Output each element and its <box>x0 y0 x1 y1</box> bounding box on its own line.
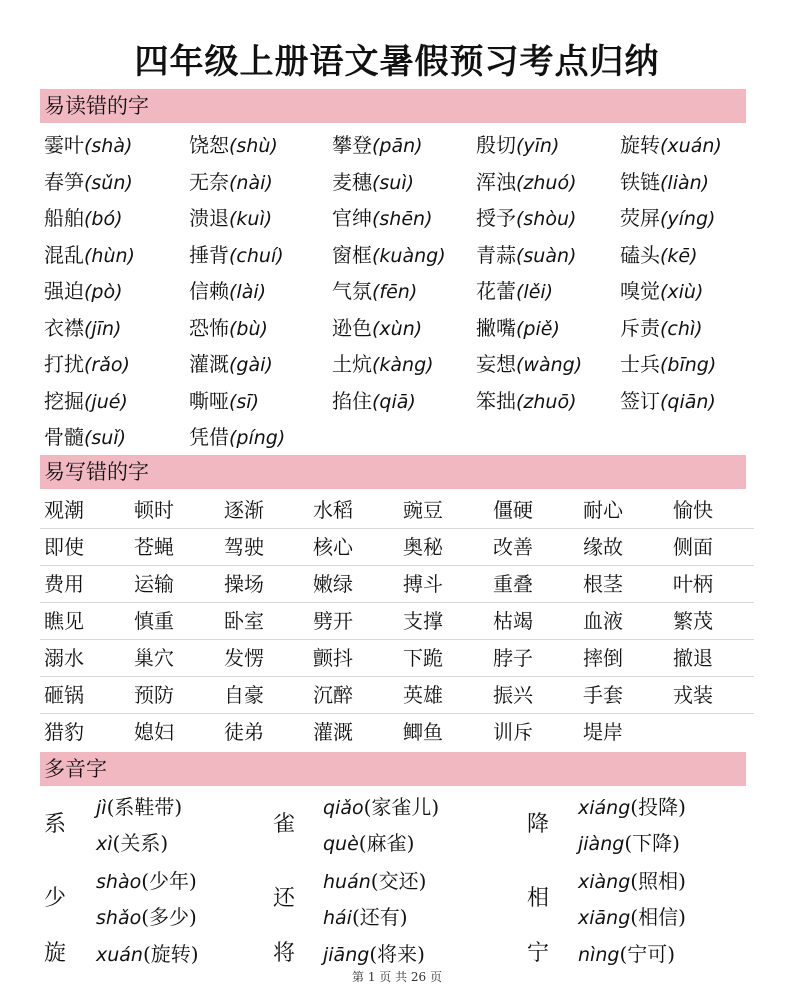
pinyin: jì <box>96 797 107 819</box>
write-word: 徒弟 <box>224 720 264 744</box>
write-word: 下跪 <box>403 646 443 670</box>
word: 殷切 <box>476 133 516 157</box>
pinyin: (zhuō) <box>516 390 577 413</box>
polyphonic-reading <box>323 900 408 934</box>
word: 嗅觉 <box>620 279 660 303</box>
polyphonic-char: 还 <box>273 886 296 911</box>
polyphonic-char: 雀 <box>273 812 296 837</box>
polyphonic-reading <box>578 826 680 860</box>
write-word: 媳妇 <box>134 720 174 744</box>
pinyin: (suì) <box>372 171 415 194</box>
pinyin: (qiā) <box>372 390 416 413</box>
write-word: 观潮 <box>44 498 84 522</box>
read-word-item <box>620 347 716 381</box>
read-word-item <box>44 274 123 308</box>
row-divider <box>40 713 754 714</box>
row-divider <box>40 528 754 529</box>
read-word-item <box>189 384 259 418</box>
example-word: (将来) <box>369 942 425 966</box>
read-word-item <box>44 201 123 235</box>
word: 撇嘴 <box>476 315 516 340</box>
pinyin: hái <box>323 907 352 929</box>
pinyin: (yīn) <box>516 135 560 157</box>
write-word: 砸锅 <box>44 683 84 707</box>
pinyin: (sī) <box>229 390 260 413</box>
write-word: 摔倒 <box>583 646 623 670</box>
word: 打扰 <box>44 352 84 376</box>
polyphonic-reading <box>323 826 414 860</box>
pinyin: (kàng) <box>372 354 434 376</box>
write-word: 戎装 <box>673 683 713 707</box>
polyphonic-reading <box>96 900 197 934</box>
example-word: (关系) <box>112 831 169 855</box>
pinyin: xiàng <box>578 871 631 893</box>
pinyin: (suàn) <box>516 244 577 267</box>
read-word-item <box>476 238 576 272</box>
write-word: 自豪 <box>224 683 264 707</box>
read-word-item <box>476 201 576 235</box>
write-word: 核心 <box>313 535 353 559</box>
read-word-item <box>332 238 446 272</box>
pinyin: (píng) <box>229 427 286 449</box>
example-word: (宁可) <box>619 942 676 966</box>
read-word-item <box>332 311 422 345</box>
write-word: 叶柄 <box>673 572 713 596</box>
write-word: 卧室 <box>224 609 264 633</box>
read-word-item <box>332 128 423 162</box>
pinyin: (wàng) <box>516 354 583 376</box>
word: 花蕾 <box>476 279 516 303</box>
write-word: 改善 <box>493 535 533 559</box>
word: 土炕 <box>332 352 372 376</box>
polyphonic-reading <box>96 826 168 860</box>
word: 春笋 <box>44 169 84 194</box>
word: 霎叶 <box>44 133 84 157</box>
polyphonic-char: 系 <box>44 812 67 837</box>
pinyin: (kē) <box>660 244 698 267</box>
pinyin: (shòu) <box>516 208 577 230</box>
polyphonic-reading <box>323 790 439 824</box>
polyphonic-reading <box>323 864 426 898</box>
polyphonic-char: 相 <box>527 886 550 911</box>
pinyin: (shà) <box>84 135 133 157</box>
word: 授予 <box>476 206 516 230</box>
pinyin: (bù) <box>229 317 268 340</box>
write-word: 训斥 <box>493 720 533 744</box>
write-word: 缘故 <box>583 535 623 559</box>
write-word: 慎重 <box>134 609 174 633</box>
write-word: 嫩绿 <box>313 572 353 596</box>
pinyin: (qiān) <box>660 390 716 413</box>
write-word: 僵硬 <box>493 498 533 522</box>
pinyin: (pān) <box>372 135 423 157</box>
pinyin: (zhuó) <box>516 171 577 194</box>
pinyin: xiáng <box>578 797 631 819</box>
read-word-item <box>189 274 266 308</box>
word: 无奈 <box>189 169 229 194</box>
read-word-item <box>620 384 716 418</box>
write-word: 即使 <box>44 535 84 559</box>
write-word: 愉快 <box>673 498 713 522</box>
polyphonic-char: 将 <box>273 941 296 966</box>
pinyin: (lài) <box>229 281 267 303</box>
read-word-item <box>332 201 433 235</box>
example-word: (投降) <box>630 795 686 819</box>
write-word: 劈开 <box>313 609 353 633</box>
example-word: (相信) <box>630 905 686 929</box>
read-word-item <box>620 274 703 308</box>
write-word: 苍蝇 <box>134 535 174 559</box>
pinyin: (liàn) <box>660 171 710 194</box>
read-word-item <box>44 238 135 272</box>
polyphonic-reading <box>96 937 199 971</box>
write-word: 灌溉 <box>313 720 353 744</box>
read-word-item <box>476 165 577 199</box>
read-word-item <box>476 311 560 345</box>
word: 船舶 <box>44 206 84 230</box>
word: 逊色 <box>332 315 372 340</box>
pinyin: jiàng <box>578 833 625 855</box>
write-word: 手套 <box>583 683 623 707</box>
pinyin: qiǎo <box>323 797 364 819</box>
pinyin: (pò) <box>84 281 123 303</box>
write-word: 鲫鱼 <box>403 720 443 744</box>
write-word: 驾驶 <box>224 535 264 559</box>
pinyin: (hùn) <box>84 244 135 267</box>
write-word: 操场 <box>224 572 264 596</box>
write-word: 重叠 <box>493 572 533 596</box>
pinyin: jiāng <box>323 944 370 966</box>
write-word: 血液 <box>583 609 623 633</box>
polyphonic-reading <box>578 790 686 824</box>
pinyin: (jīn) <box>84 317 122 340</box>
word: 强迫 <box>44 279 84 303</box>
pinyin: què <box>323 833 359 855</box>
write-word: 振兴 <box>493 683 533 707</box>
read-word-item <box>332 384 416 418</box>
read-word-item <box>44 420 126 454</box>
pinyin: (gài) <box>229 354 273 376</box>
pinyin: (suǐ) <box>84 427 127 449</box>
word: 挖掘 <box>44 388 84 413</box>
read-word-item <box>189 347 273 381</box>
word: 衣襟 <box>44 315 84 340</box>
word: 签订 <box>620 388 660 413</box>
pinyin: xuán <box>96 944 143 966</box>
word: 攀登 <box>332 133 372 157</box>
write-word: 沉醉 <box>313 683 353 707</box>
word: 溃退 <box>189 206 229 230</box>
row-divider <box>40 639 754 640</box>
write-word: 侧面 <box>673 535 713 559</box>
word: 浑浊 <box>476 169 516 194</box>
pinyin: shǎo <box>96 907 142 929</box>
word: 磕头 <box>620 242 660 267</box>
row-divider <box>40 676 754 677</box>
read-word-item <box>620 311 703 345</box>
example-word: (照相) <box>630 869 686 893</box>
write-word: 发愣 <box>224 646 264 670</box>
word: 笨拙 <box>476 388 516 413</box>
read-word-item <box>620 128 722 162</box>
pinyin: xì <box>96 833 113 855</box>
word: 气氛 <box>332 279 372 303</box>
example-word: (交还) <box>370 869 427 893</box>
section-header-easy-read: 易读错的字 <box>40 89 746 123</box>
read-word-item <box>620 201 715 235</box>
read-word-item <box>44 165 133 199</box>
word: 混乱 <box>44 242 84 267</box>
write-word: 支撑 <box>403 609 443 633</box>
word: 青蒜 <box>476 242 516 267</box>
write-word: 枯竭 <box>493 609 533 633</box>
pinyin: (kuì) <box>229 208 273 230</box>
polyphonic-char: 降 <box>527 812 550 837</box>
pinyin: huán <box>323 871 371 893</box>
word: 妄想 <box>476 352 516 376</box>
word: 灌溉 <box>189 352 229 376</box>
word: 捶背 <box>189 242 229 267</box>
pinyin: nìng <box>578 944 620 966</box>
page-footer: 第 1 页 共 26 页 <box>352 970 442 984</box>
read-word-item <box>189 238 284 272</box>
pinyin: (bīng) <box>660 354 717 376</box>
write-word: 溺水 <box>44 646 84 670</box>
row-divider <box>40 602 754 603</box>
read-word-item <box>476 384 577 418</box>
section-header-polyphonic: 多音字 <box>40 752 746 786</box>
write-word: 预防 <box>134 683 174 707</box>
example-word: (少年) <box>141 869 197 893</box>
write-word: 巢穴 <box>134 646 174 670</box>
read-word-item <box>44 311 121 345</box>
pinyin: (chì) <box>660 317 703 340</box>
write-word: 瞧见 <box>44 609 84 633</box>
pinyin: (nài) <box>229 171 273 194</box>
word: 嘶哑 <box>189 388 229 413</box>
pinyin: (rǎo) <box>84 354 130 376</box>
write-word: 撤退 <box>673 646 713 670</box>
pinyin: (shù) <box>229 135 278 157</box>
section-header-easy-write: 易写错的字 <box>40 455 746 489</box>
pinyin: (chuí) <box>229 244 284 267</box>
read-word-item <box>620 165 709 199</box>
word: 麦穗 <box>332 169 372 194</box>
word: 官绅 <box>332 206 372 230</box>
write-word: 耐心 <box>583 498 623 522</box>
read-word-item <box>476 274 553 308</box>
pinyin: (fēn) <box>372 281 418 303</box>
write-word: 水稻 <box>313 498 353 522</box>
example-word: (多少) <box>141 905 197 929</box>
pinyin: (lěi) <box>516 281 554 303</box>
write-word: 运输 <box>134 572 174 596</box>
pinyin: (xùn) <box>372 317 423 340</box>
read-word-item <box>620 238 698 272</box>
pinyin: xiāng <box>578 907 631 929</box>
read-word-item <box>44 128 132 162</box>
polyphonic-reading <box>96 790 182 824</box>
read-word-item <box>332 347 434 381</box>
page-title: 四年级上册语文暑假预习考点归纳 <box>134 42 660 82</box>
word: 掐住 <box>332 388 372 413</box>
polyphonic-char: 旋 <box>44 941 67 966</box>
word: 饶恕 <box>189 133 229 157</box>
read-word-item <box>189 311 268 345</box>
word: 斥责 <box>620 315 660 340</box>
write-word: 颤抖 <box>313 646 353 670</box>
write-word: 英雄 <box>403 683 443 707</box>
read-word-item <box>476 347 582 381</box>
read-word-item <box>189 420 285 454</box>
word: 士兵 <box>620 352 660 376</box>
example-word: (旋转) <box>142 942 199 966</box>
example-word: (还有) <box>351 905 408 929</box>
write-word: 堤岸 <box>583 720 623 744</box>
word: 窗框 <box>332 242 372 267</box>
write-word: 费用 <box>44 572 84 596</box>
read-word-item <box>189 165 273 199</box>
polyphonic-char: 宁 <box>527 941 550 966</box>
word: 信赖 <box>189 279 229 303</box>
write-word: 逐渐 <box>224 498 264 522</box>
example-word: (家雀儿) <box>363 795 440 819</box>
polyphonic-char: 少 <box>44 886 67 911</box>
pinyin: (xiù) <box>660 281 704 303</box>
read-word-item <box>189 128 278 162</box>
read-word-item <box>332 165 414 199</box>
word: 荧屏 <box>620 206 660 230</box>
polyphonic-reading <box>578 900 686 934</box>
example-word: (麻雀) <box>358 831 415 855</box>
write-word: 奥秘 <box>403 535 443 559</box>
word: 凭借 <box>189 425 229 449</box>
pinyin: (shēn) <box>372 208 433 230</box>
pinyin: (sǔn) <box>84 171 133 194</box>
polyphonic-reading <box>96 864 197 898</box>
word: 骨髓 <box>44 425 84 449</box>
example-word: (下降) <box>624 831 680 855</box>
pinyin: (xuán) <box>660 135 722 157</box>
write-word: 顿时 <box>134 498 174 522</box>
word: 旋转 <box>620 133 660 157</box>
word: 恐怖 <box>189 315 229 340</box>
read-word-item <box>476 128 559 162</box>
pinyin: shào <box>96 871 142 893</box>
word: 铁链 <box>620 169 660 194</box>
polyphonic-reading <box>578 937 675 971</box>
read-word-item <box>189 201 272 235</box>
example-word: (系鞋带) <box>106 795 183 819</box>
read-word-item <box>44 384 128 418</box>
pinyin: (kuàng) <box>372 244 446 267</box>
write-word: 根茎 <box>583 572 623 596</box>
polyphonic-reading <box>578 864 686 898</box>
pinyin: (piě) <box>516 317 560 340</box>
polyphonic-reading <box>323 937 425 971</box>
read-word-item <box>44 347 130 381</box>
write-word: 搏斗 <box>403 572 443 596</box>
pinyin: (yíng) <box>660 208 716 230</box>
write-word: 脖子 <box>493 646 533 670</box>
pinyin: (jué) <box>84 390 128 413</box>
write-word: 繁茂 <box>673 609 713 633</box>
row-divider <box>40 565 754 566</box>
pinyin: (bó) <box>84 208 123 230</box>
write-word: 豌豆 <box>403 498 443 522</box>
write-word: 猎豹 <box>44 720 84 744</box>
read-word-item <box>332 274 417 308</box>
